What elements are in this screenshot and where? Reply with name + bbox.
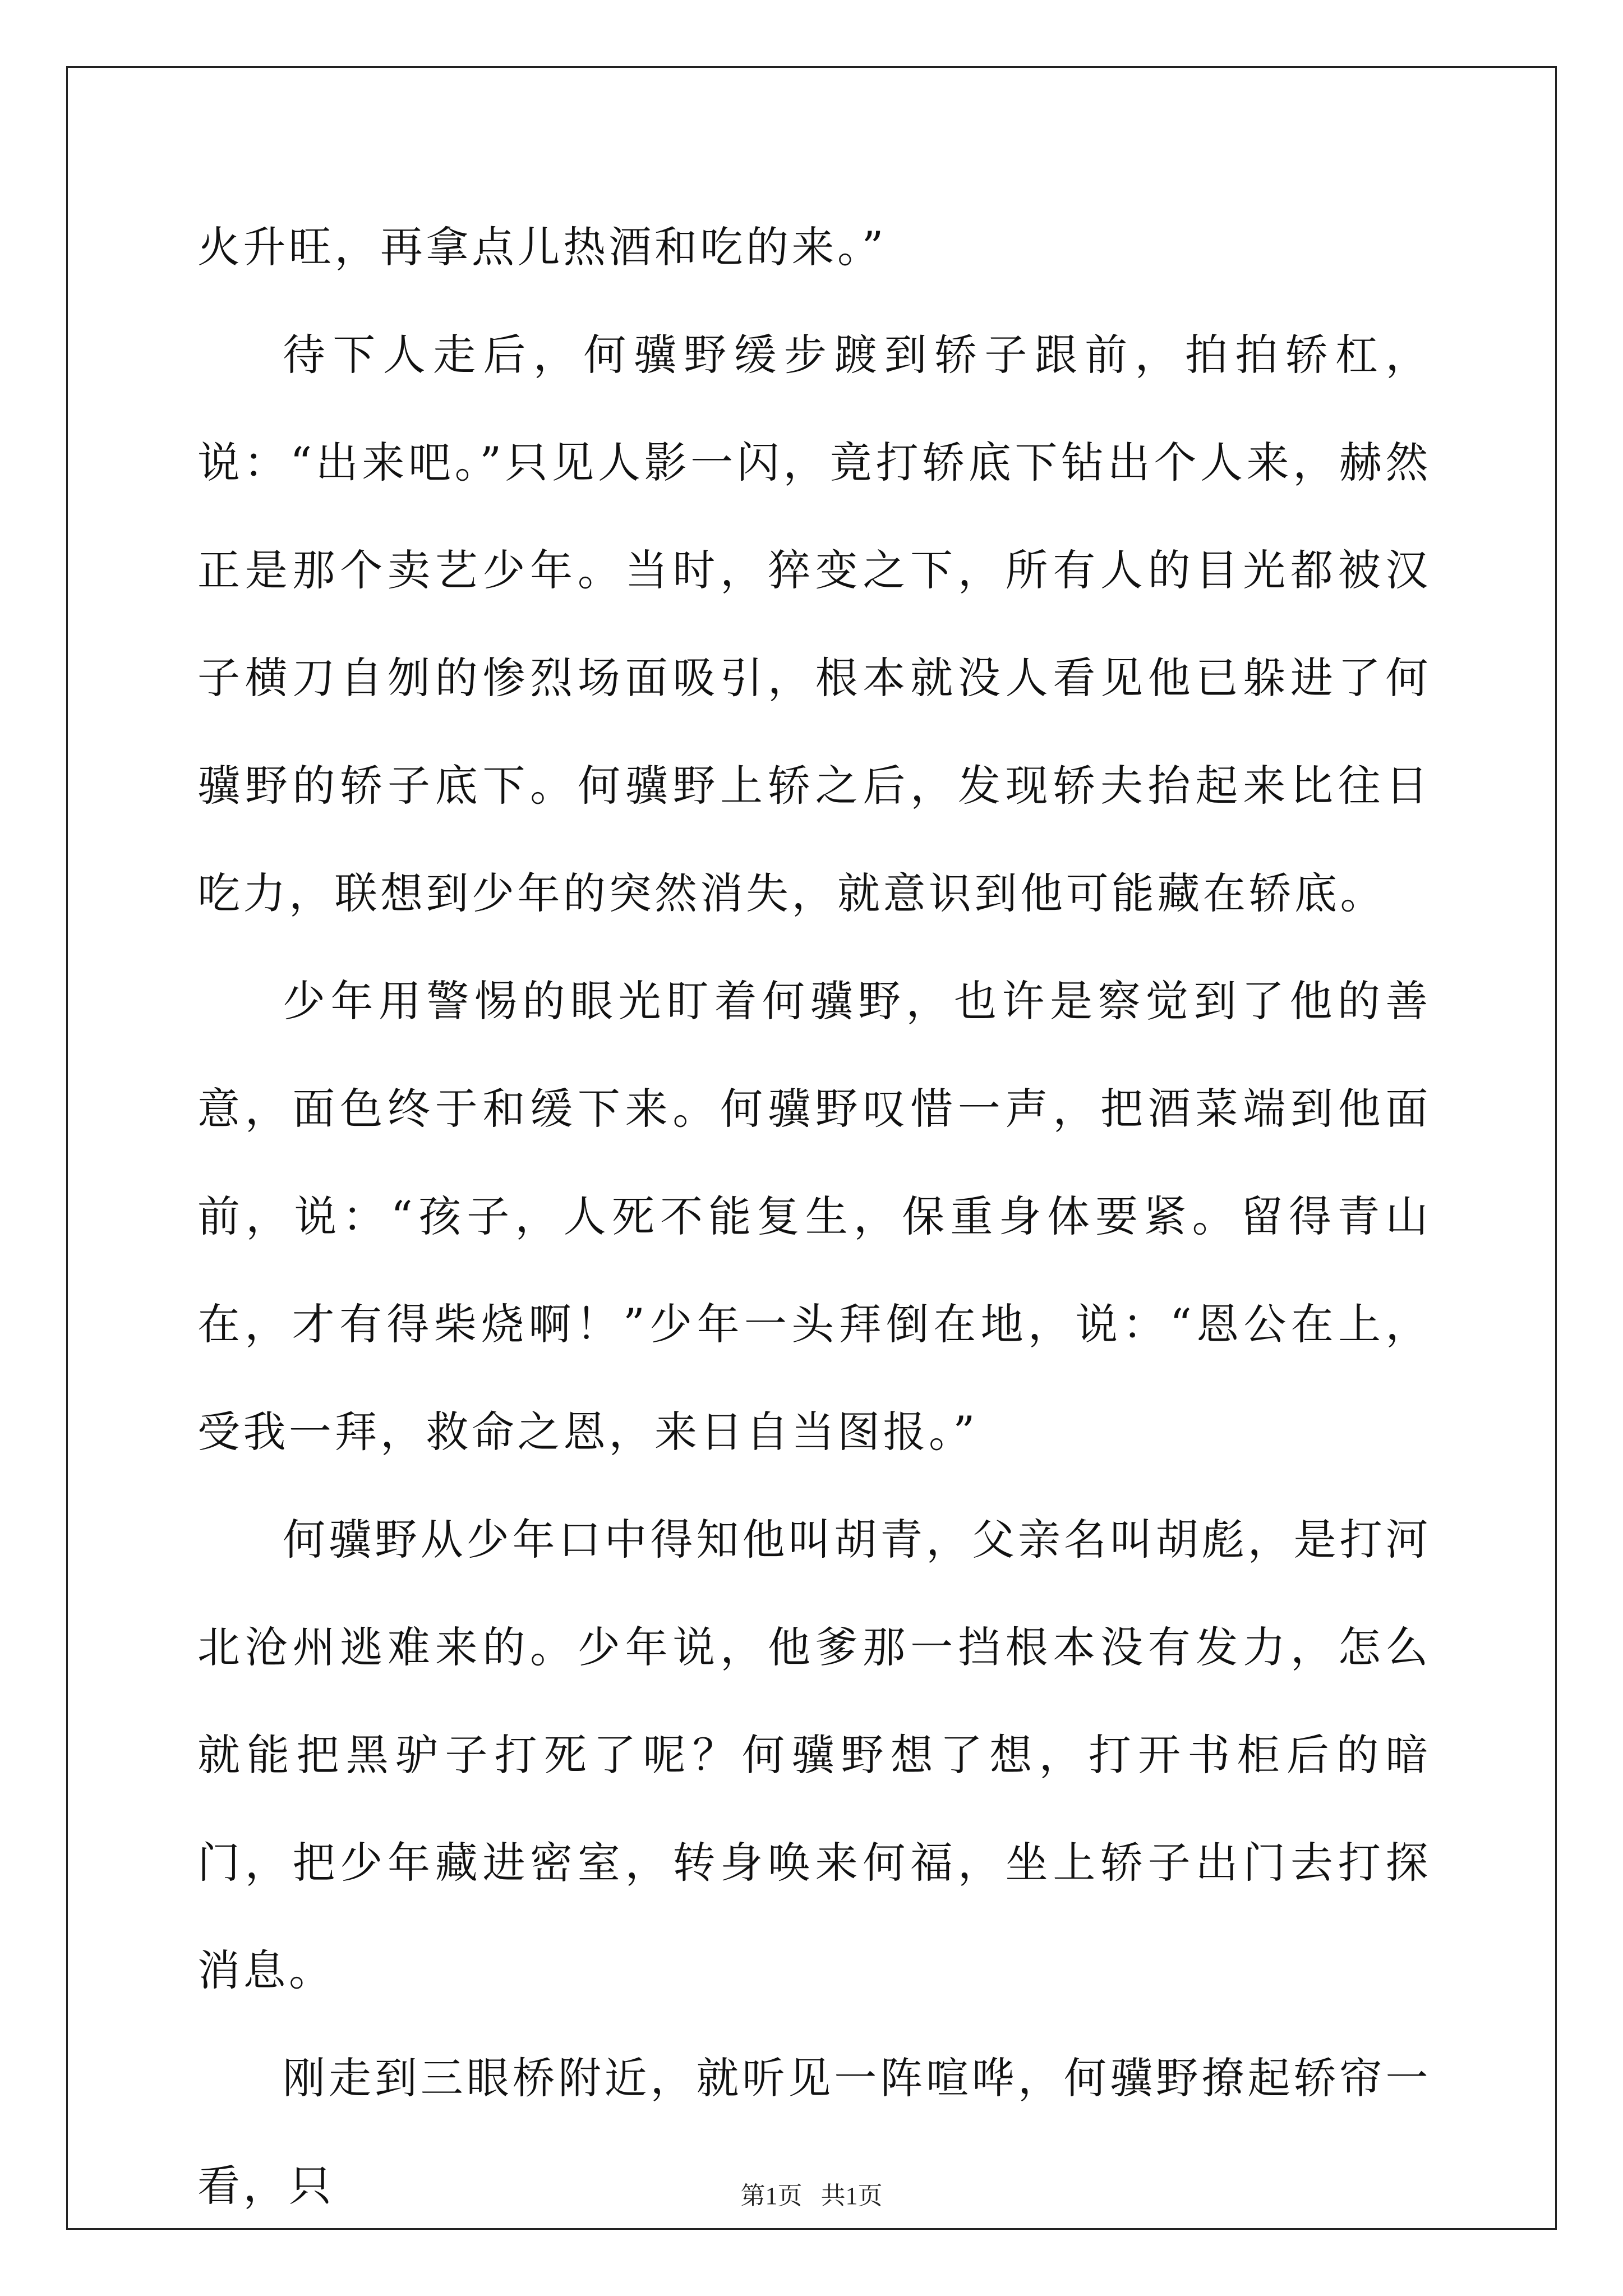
paragraph-4: 何骥野从少年口中得知他叫胡青，父亲名叫胡彪，是打河北沧州逃难来的。少年说，他爹那一挡根本没有发力，怎么就能把黑驴子打死了呢？何骥野想了想，打开书柜后的暗门，把少年藏进密室，转身唤来何福，坐上轿子出门去打探消息。 — [197, 1515, 1431, 1995]
paragraph-3: 少年用警惕的眼光盯着何骥野，也许是察觉到了他的善意，面色终于和缓下来。何骥野叹惜一声，把酒菜端到他面前，说：“孩子，人死不能复生，保重身体要紧。留得青山在，才有得柴烧啊！”少年一头拜倒在地，说：“恩公在上，受我一拜，救命之恩，来日自当图报。” — [197, 976, 1431, 1457]
document-body — [197, 194, 1431, 2240]
paragraph-5: 刚走到三眼桥附近，就听见一阵喧哗，何骥野撩起轿帘一看，只 — [197, 2053, 1431, 2211]
paragraph-1: 火升旺，再拿点儿热酒和吃的来。” — [197, 222, 887, 272]
page-number-footer: 第1页 共1页 — [740, 2182, 883, 2210]
paragraph-2: 待下人走后，何骥野缓步踱到轿子跟前，拍拍轿杠，说：“出来吧。”只见人影一闪，竟打轿底下钻出个人来，赫然正是那个卖艺少年。当时，猝变之下，所有人的目光都被汉子横刀自刎的惨烈场面吸引，根本就没人看见他已躲进了何骥野的轿子底下。何骥野上轿之后，发现轿夫抬起来比往日吃力，联想到少年的突然消失，就意识到他可能藏在轿底。 — [197, 330, 1431, 918]
